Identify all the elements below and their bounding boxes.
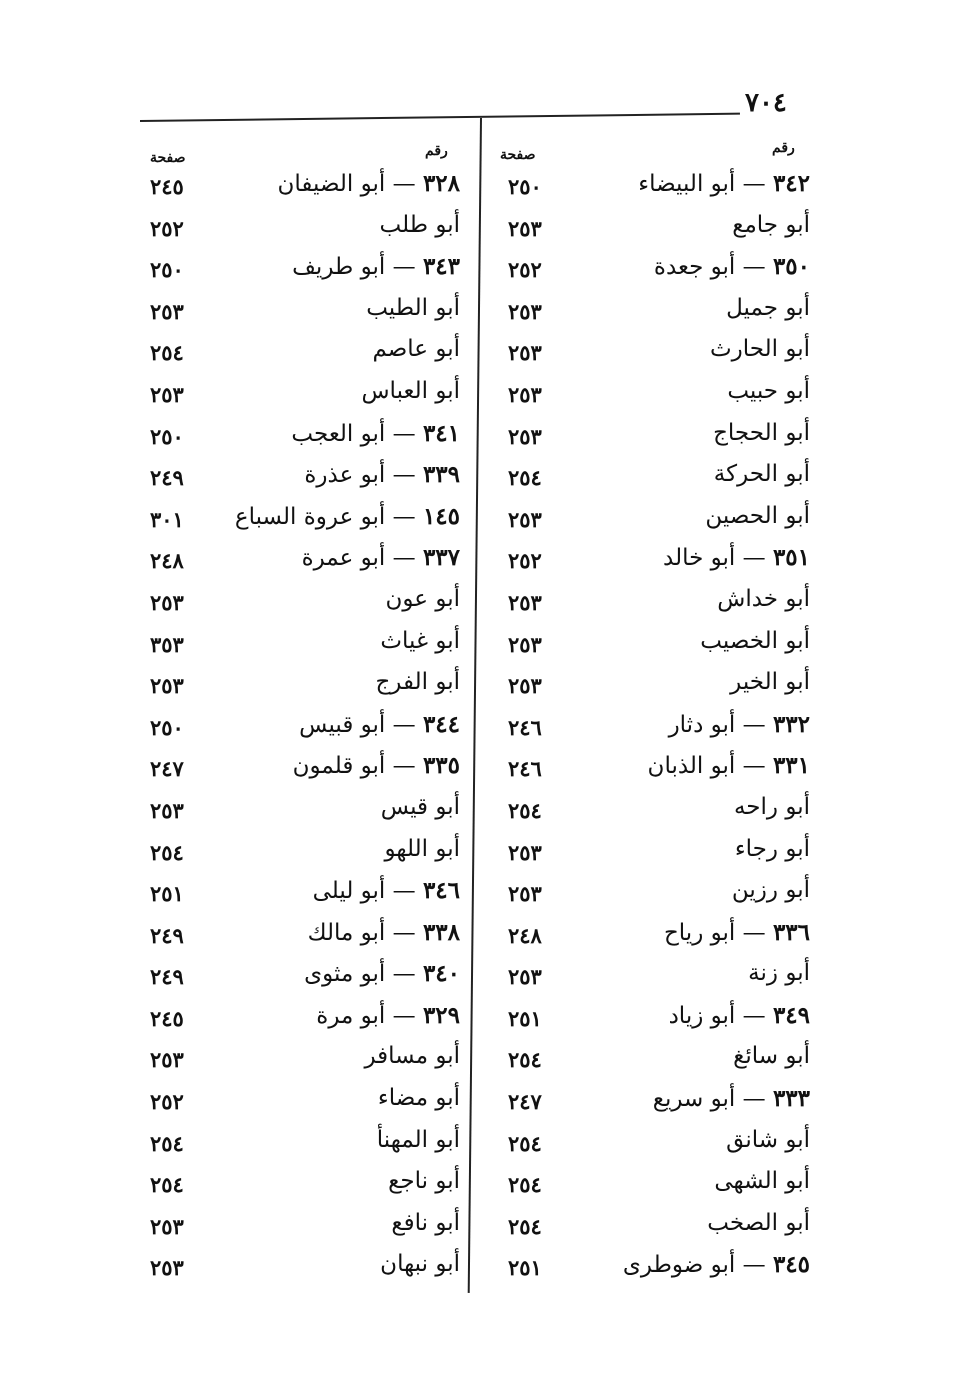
- entry-page-number: ٢٥٤: [508, 1213, 542, 1239]
- entry-name-group: [313, 877, 460, 904]
- index-entry: [490, 416, 825, 458]
- index-entry: [140, 166, 475, 208]
- entry-page-number: ٢٥٤: [508, 465, 542, 491]
- index-entry: [140, 374, 475, 416]
- entry-number: ٣٤٤: [422, 710, 460, 738]
- entry-dash: —: [735, 919, 773, 946]
- entry-page-number: ٢٥٣: [508, 506, 542, 532]
- entry-name-group: [717, 586, 810, 612]
- entry-title: أبو اللهو: [384, 835, 460, 862]
- entry-title: أبو عذرة: [304, 462, 386, 489]
- index-entry: [140, 1039, 475, 1081]
- entry-page-number: ٢٤٨: [508, 922, 542, 948]
- top-rule: [140, 113, 740, 122]
- entry-page-number: ٢٥٢: [508, 257, 542, 283]
- entry-name-group: [302, 544, 460, 571]
- entry-title: أبو مسافر: [364, 1043, 460, 1070]
- entry-page-number: ٢٥٣: [508, 881, 542, 907]
- index-entry: [140, 540, 475, 582]
- entry-title: أبو قيس: [380, 793, 460, 820]
- entry-page-number: ٢٥٤: [508, 1130, 542, 1156]
- entry-page-number: ٢٤٩: [150, 922, 184, 948]
- entry-name-group: [375, 669, 460, 695]
- entry-number: ٣٤٣: [422, 253, 460, 281]
- index-entry: [490, 499, 825, 541]
- entry-title: أبو راحه: [733, 793, 810, 820]
- index-entry: [490, 665, 825, 707]
- entry-name-group: [380, 628, 460, 654]
- index-entry: [490, 166, 825, 208]
- entry-title: أبو المهنأ: [376, 1126, 460, 1153]
- entry-title: أبو جامع: [732, 211, 810, 238]
- entry-name-group: [304, 461, 460, 488]
- index-entry: [490, 1164, 825, 1206]
- entry-page-number: ٢٥٤: [508, 1172, 542, 1198]
- entry-title: أبو رياح: [663, 919, 736, 946]
- index-entry: [140, 915, 475, 957]
- entry-page-number: ٢٥٣: [150, 381, 184, 407]
- entry-dash: —: [385, 545, 423, 572]
- entry-dash: —: [385, 753, 423, 780]
- entry-title: أبو سريع: [652, 1086, 736, 1113]
- entry-page-number: ٢٥٣: [150, 298, 184, 324]
- entry-number: ٣٥١: [772, 544, 810, 572]
- entry-title: أبو عروة السباع: [234, 503, 386, 530]
- entry-name-group: [653, 1085, 810, 1112]
- entry-title: أبو سائغ: [733, 1043, 810, 1070]
- entry-name-group: [710, 336, 810, 362]
- entry-name-group: [726, 1127, 810, 1153]
- entry-title: أبو ليلى: [312, 878, 386, 905]
- index-entry: [140, 249, 475, 291]
- entry-number: ٣٢٨: [422, 170, 460, 197]
- entry-title: أبو رزين: [731, 877, 810, 904]
- entry-name-group: [291, 420, 460, 447]
- entry-title: أبو البيضاء: [638, 171, 736, 197]
- left-index-column: [140, 166, 475, 1289]
- entry-name-group: [385, 836, 460, 862]
- index-entry: [490, 998, 825, 1040]
- index-entry: [490, 873, 825, 915]
- entry-number: ٣٣١: [772, 752, 810, 780]
- entry-number: ١٤٥: [422, 502, 460, 530]
- entry-page-number: ٢٥٢: [150, 1089, 184, 1115]
- entry-name-group: [380, 212, 461, 238]
- index-entry: [490, 208, 825, 250]
- entry-number: ٣٣٩: [422, 461, 460, 489]
- entry-page-number: ٢٥٤: [150, 1130, 184, 1156]
- entry-page-number: ٢٥٤: [150, 1172, 184, 1198]
- entry-page-number: ٢٥٠: [150, 714, 184, 740]
- entry-dash: —: [735, 1086, 773, 1113]
- entry-page-number: ٢٥٢: [508, 548, 542, 574]
- entry-number: ٣٤٢: [772, 170, 810, 197]
- entry-name-group: [292, 253, 460, 280]
- entry-title: أبو جعدة: [653, 254, 736, 281]
- entry-page-number: ٢٥٤: [508, 797, 542, 823]
- entry-title: أبو الطيب: [366, 294, 460, 321]
- index-entry: [140, 1081, 475, 1123]
- entry-name-group: [707, 1210, 810, 1236]
- entry-name-group: [638, 170, 810, 197]
- entry-page-number: ٢٥٣: [150, 1213, 184, 1239]
- entry-name-group: [654, 253, 810, 280]
- entry-title: أبو طلب: [379, 211, 460, 238]
- entry-title: أبو قلمون: [292, 753, 386, 780]
- entry-number: ٣٣٧: [422, 544, 460, 572]
- entry-title: أبو ضوطرى: [622, 1252, 736, 1279]
- entry-number: ٣٤٦: [422, 877, 460, 905]
- entry-page-number: ٢٤٥: [150, 174, 184, 199]
- index-entry: [490, 707, 825, 749]
- entry-name-group: [727, 378, 810, 404]
- entry-page-number: ٢٥٣: [150, 1255, 184, 1281]
- entry-title: أبو مرة: [316, 1002, 386, 1029]
- index-entry: [490, 332, 825, 374]
- entry-title: أبو نافع: [391, 1209, 460, 1236]
- index-entry: [490, 1081, 825, 1123]
- entry-dash: —: [735, 1252, 773, 1279]
- entry-page-number: ٢٥٣: [508, 381, 542, 407]
- entry-dash: —: [385, 1002, 423, 1029]
- entry-name-group: [372, 336, 460, 362]
- entry-number: ٣٢٩: [422, 1001, 460, 1029]
- entry-title: أبو الخير: [730, 669, 810, 696]
- entry-title: أبو خالد: [663, 545, 736, 572]
- index-entry: [490, 457, 825, 499]
- index-entry: [490, 956, 825, 998]
- entry-name-group: [700, 628, 810, 654]
- entry-name-group: [377, 1127, 460, 1153]
- right-page-header: صفحة: [500, 147, 536, 163]
- entry-page-number: ٢٥٣: [508, 423, 542, 449]
- entry-title: أبو الحجاج: [713, 419, 810, 446]
- entry-title: أبو الصخب: [707, 1209, 810, 1236]
- index-entry: [490, 1123, 825, 1165]
- entry-page-number: ٢٥٣: [508, 215, 542, 241]
- index-entry: [490, 249, 825, 291]
- index-entry: [140, 748, 475, 790]
- entry-title: أبو عون: [385, 585, 460, 612]
- index-entry: [490, 540, 825, 582]
- entry-page-number: ٢٥١: [150, 881, 184, 907]
- entry-number: ٣٤٥: [772, 1251, 810, 1279]
- entry-dash: —: [735, 753, 773, 780]
- entry-title: أبو قبيس: [299, 711, 386, 738]
- entry-page-number: ٢٤٦: [508, 714, 542, 740]
- entry-title: أبو جميل: [726, 294, 810, 321]
- entry-title: أبو العباس: [361, 377, 460, 404]
- entry-title: أبو شانق: [726, 1126, 810, 1153]
- index-entry: [140, 1206, 475, 1248]
- index-entry: [490, 1247, 825, 1289]
- entry-dash: —: [735, 711, 773, 738]
- entry-page-number: ٢٥٣: [150, 797, 184, 823]
- entry-name-group: [705, 503, 810, 529]
- entry-title: أبو مثوى: [304, 961, 386, 988]
- entry-name-group: [713, 420, 810, 446]
- index-entry: [490, 624, 825, 666]
- index-entry: [140, 457, 475, 499]
- entry-dash: —: [385, 462, 423, 489]
- index-entry: [140, 707, 475, 749]
- entry-page-number: ٢٥٤: [508, 1047, 542, 1073]
- entry-page-number: ٢٥١: [508, 1005, 542, 1031]
- index-entry: [490, 748, 825, 790]
- entry-title: أبو عمرة: [301, 545, 386, 572]
- left-number-header: رقم: [425, 143, 448, 159]
- entry-name-group: [364, 1043, 460, 1069]
- entry-name-group: [299, 711, 460, 738]
- entry-page-number: ٢٤٦: [508, 756, 542, 782]
- entry-page-number: ٢٥٤: [150, 340, 184, 366]
- entry-name-group: [278, 170, 461, 197]
- entry-name-group: [669, 1002, 810, 1029]
- entry-name-group: [386, 586, 460, 612]
- entry-number: ٣٣٢: [772, 710, 810, 738]
- entry-title: أبو خداش: [717, 585, 810, 612]
- index-entry: [140, 291, 475, 333]
- entry-page-number: ٢٥٣: [508, 589, 542, 615]
- index-entry: [140, 624, 475, 666]
- entry-number: ٣٣٨: [422, 918, 460, 946]
- entry-page-number: ٢٥٤: [150, 839, 184, 865]
- entry-title: أبو الحصين: [705, 502, 810, 529]
- index-entry: [140, 665, 475, 707]
- entry-title: أبو زياد: [668, 1002, 736, 1029]
- entry-title: أبو الذبان: [647, 753, 736, 780]
- index-entry: [490, 832, 825, 874]
- index-entry: [140, 208, 475, 250]
- entry-page-number: ٢٥٣: [150, 1047, 184, 1073]
- entry-title: أبو زنة: [748, 960, 810, 987]
- index-entry: [490, 915, 825, 957]
- entry-name-group: [380, 1251, 460, 1277]
- entry-title: أبو نبهان: [380, 1251, 460, 1278]
- entry-page-number: ٣٠١: [150, 506, 184, 532]
- entry-title: أبو الخصيب: [700, 627, 810, 654]
- entry-page-number: ٢٥٠: [508, 174, 542, 199]
- entry-page-number: ٢٥٣: [508, 298, 542, 324]
- index-entry: [490, 1039, 825, 1081]
- entry-name-group: [378, 1085, 460, 1111]
- entry-page-number: ٢٥٢: [150, 215, 184, 241]
- entry-number: ٣٣٦: [772, 918, 810, 946]
- index-entry: [490, 790, 825, 832]
- entry-title: أبو الحركة: [713, 461, 810, 488]
- entry-page-number: ٢٥٣: [508, 340, 542, 366]
- entry-name-group: [316, 1002, 460, 1029]
- index-entry: [140, 582, 475, 624]
- entry-page-number: ٣٥٣: [150, 631, 184, 657]
- entry-dash: —: [385, 919, 423, 946]
- entry-dash: —: [385, 171, 423, 197]
- entry-name-group: [623, 1251, 810, 1278]
- entry-title: أبو مضاء: [377, 1085, 460, 1112]
- entry-name-group: [714, 461, 810, 487]
- entry-dash: —: [735, 254, 773, 281]
- entry-title: أبو ناجع: [388, 1168, 460, 1195]
- entry-page-number: ٢٥٣: [508, 839, 542, 865]
- entry-dash: —: [385, 711, 423, 738]
- index-entry: [490, 1206, 825, 1248]
- entry-number: ٣٣٣: [772, 1085, 810, 1113]
- entry-name-group: [308, 919, 460, 946]
- index-entry: [140, 1123, 475, 1165]
- entry-name-group: [732, 877, 810, 903]
- entry-title: أبو رجاء: [734, 835, 810, 862]
- entry-page-number: ٢٤٩: [150, 465, 184, 491]
- entry-name-group: [735, 836, 810, 862]
- entry-dash: —: [385, 961, 423, 988]
- entry-dash: —: [735, 171, 773, 197]
- entry-page-number: ٢٤٧: [508, 1089, 542, 1115]
- entry-title: أبو الضيفان: [277, 171, 386, 197]
- entry-dash: —: [735, 545, 773, 572]
- entry-name-group: [748, 960, 810, 986]
- index-entry: [140, 790, 475, 832]
- entry-title: أبو الحارث: [710, 336, 810, 363]
- index-entry: [140, 499, 475, 541]
- entry-number: ٣٥٠: [772, 253, 810, 281]
- entry-page-number: ٢٥٣: [150, 589, 184, 615]
- index-entry: [140, 873, 475, 915]
- entry-dash: —: [385, 420, 423, 447]
- entry-name-group: [235, 503, 460, 530]
- entry-title: أبو عاصم: [372, 336, 460, 363]
- entry-name-group: [391, 1210, 460, 1236]
- index-entry: [140, 832, 475, 874]
- entry-name-group: [381, 794, 460, 820]
- entry-number: ٣٤٠: [422, 960, 460, 988]
- index-entry: [140, 998, 475, 1040]
- entry-name-group: [732, 212, 810, 238]
- entry-name-group: [664, 919, 810, 946]
- entry-name-group: [730, 669, 810, 695]
- entry-title: أبو حبيب: [727, 377, 810, 404]
- entry-page-number: ٢٥٣: [508, 673, 542, 699]
- entry-name-group: [733, 1043, 810, 1069]
- entry-page-number: ٢٤٥: [150, 1005, 184, 1031]
- page-number: ٧٠٤: [745, 88, 787, 118]
- entry-page-number: ٢٤٩: [150, 964, 184, 990]
- entry-dash: —: [385, 254, 423, 281]
- entry-dash: —: [385, 878, 423, 905]
- index-entry: [490, 582, 825, 624]
- entry-title: أبو العجب: [291, 420, 386, 447]
- entry-name-group: [669, 711, 810, 738]
- entry-page-number: ٢٤٧: [150, 756, 184, 782]
- entry-name-group: [304, 960, 460, 987]
- entry-name-group: [366, 295, 460, 321]
- entry-title: أبو الفرج: [375, 669, 460, 696]
- left-page-header: صفحة: [150, 150, 186, 166]
- entry-title: أبو مالك: [307, 919, 386, 946]
- entry-name-group: [361, 378, 460, 404]
- index-entry: [140, 956, 475, 998]
- index-entry: [140, 416, 475, 458]
- entry-name-group: [734, 794, 810, 820]
- entry-name-group: [648, 752, 810, 779]
- right-index-column: [490, 166, 825, 1289]
- index-entry: [140, 332, 475, 374]
- entry-number: ٣٣٥: [422, 752, 460, 780]
- index-entry: [490, 374, 825, 416]
- entry-number: ٣٤١: [422, 419, 460, 447]
- entry-page-number: ٢٥٠: [150, 423, 184, 449]
- entry-page-number: ٢٥١: [508, 1255, 542, 1281]
- entry-page-number: ٢٤٨: [150, 548, 184, 574]
- entry-title: أبو طريف: [292, 254, 386, 281]
- index-entry: [140, 1164, 475, 1206]
- entry-name-group: [714, 1168, 810, 1194]
- entry-page-number: ٢٥٠: [150, 257, 184, 283]
- entry-page-number: ٢٥٣: [508, 631, 542, 657]
- entry-name-group: [726, 295, 810, 321]
- entry-dash: —: [735, 1002, 773, 1029]
- index-entry: [490, 291, 825, 333]
- entry-title: أبو الشهى: [714, 1168, 810, 1195]
- entry-name-group: [388, 1168, 460, 1194]
- entry-page-number: ٢٥٣: [508, 964, 542, 990]
- entry-page-number: ٢٥٣: [150, 673, 184, 699]
- entry-name-group: [293, 752, 460, 779]
- right-number-header: رقم: [772, 140, 795, 156]
- entry-name-group: [663, 544, 810, 571]
- entry-title: أبو غياث: [380, 627, 460, 654]
- entry-title: أبو دثار: [668, 711, 736, 738]
- entry-dash: —: [385, 503, 423, 530]
- index-entry: [140, 1247, 475, 1289]
- entry-number: ٣٤٩: [772, 1001, 810, 1029]
